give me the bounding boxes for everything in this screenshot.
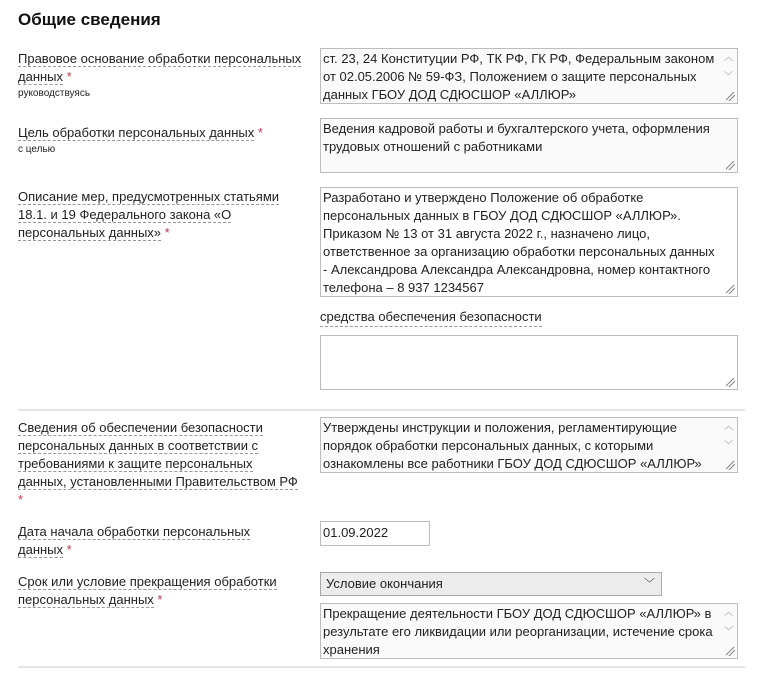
required-mark: * xyxy=(257,125,263,140)
termination-select[interactable] xyxy=(320,572,662,596)
start-date-label-text: Дата начала обработки персональных данных xyxy=(18,524,251,557)
resize-grip-icon[interactable] xyxy=(726,647,735,656)
scroll-up-icon[interactable]: ︿ xyxy=(723,607,733,617)
chevron-down-icon: ﹀ xyxy=(644,578,655,590)
required-mark: * xyxy=(164,225,170,240)
security-info-label-text: Сведения об обеспечении безопасности персональных данных в соответствии с требованиями к защите персональных данных, установленными Правительством РФ xyxy=(18,420,298,489)
scroll-down-icon[interactable]: ﹀ xyxy=(723,440,733,450)
required-mark: * xyxy=(18,492,24,507)
purpose-hint: с целью xyxy=(18,144,56,155)
section-title: Общие сведения xyxy=(18,10,161,29)
purpose-textarea[interactable] xyxy=(320,118,738,173)
legal-basis-label-text: Правовое основание обработки персональных данных xyxy=(18,51,302,84)
scroll-down-icon[interactable]: ﹀ xyxy=(723,71,733,81)
purpose-value: Ведения кадровой работы и бухгалтерского учета, оформления трудовых отношений с работниками xyxy=(323,121,710,154)
security-info-value: Утверждены инструкции и положения, регламентирующие порядок обработки персональных данных, с которыми ознакомлены все работники ГБОУ ДОД СДЮСШОР «АЛЛЮР» xyxy=(323,420,702,471)
divider xyxy=(18,666,745,668)
termination-select-value: Условие окончания xyxy=(326,576,443,591)
resize-grip-icon[interactable] xyxy=(726,161,735,170)
measures-label xyxy=(18,188,308,242)
security-means-textarea[interactable] xyxy=(320,335,738,390)
measures-value: Разработано и утверждено Положение об обработке персональных данных в ГБОУ ДОД СДЮСШОР «АЛЛЮР». Приказом № 13 от 31 августа 2022 г., назначено лицо, ответственное за организацию обработки персональных данных - Александрова Александра Александровна, номер контактного телефона – 8 937 1234567 xyxy=(323,190,715,295)
start-date-label xyxy=(18,523,278,559)
measures-label-text: Описание мер, предусмотренных статьями 18.1. и 19 Федерального закона «О персональных данных» xyxy=(18,189,280,240)
purpose-label-text: Цель обработки персональных данных xyxy=(18,125,255,140)
resize-grip-icon[interactable] xyxy=(726,378,735,387)
security-means-label: средства обеспечения безопасности xyxy=(320,308,542,327)
resize-grip-icon[interactable] xyxy=(726,92,735,101)
divider xyxy=(18,409,745,411)
termination-label xyxy=(18,573,308,609)
security-info-label xyxy=(18,419,303,509)
termination-label-text: Срок или условие прекращения обработки персональных данных xyxy=(18,574,277,607)
termination-value: Прекращение деятельности ГБОУ ДОД СДЮСШОР «АЛЛЮР» в результате его ликвидации или реорганизации, истечение срока хранения xyxy=(323,606,713,657)
required-mark: * xyxy=(157,592,163,607)
start-date-input[interactable]: 01.09.2022 xyxy=(320,521,430,546)
security-info-textarea[interactable] xyxy=(320,417,738,473)
required-mark: * xyxy=(66,542,72,557)
legal-basis-hint: руководствуясь xyxy=(18,88,91,99)
legal-basis-label xyxy=(18,50,308,102)
scroll-down-icon[interactable]: ﹀ xyxy=(723,626,733,636)
purpose-label xyxy=(18,124,308,158)
resize-grip-icon[interactable] xyxy=(726,285,735,294)
termination-textarea[interactable] xyxy=(320,603,738,659)
required-mark: * xyxy=(66,69,72,84)
legal-basis-value: ст. 23, 24 Конституции РФ, ТК РФ, ГК РФ, Федеральным законом от 02.05.2006 № 59-ФЗ, Положением о защите персональных данных ГБОУ ДОД СДЮСШОР «АЛЛЮР» xyxy=(323,51,715,102)
measures-textarea[interactable] xyxy=(320,187,738,297)
scroll-up-icon[interactable]: ︿ xyxy=(723,421,733,431)
resize-grip-icon[interactable] xyxy=(726,461,735,470)
legal-basis-textarea[interactable] xyxy=(320,48,738,104)
scroll-up-icon[interactable]: ︿ xyxy=(723,52,733,62)
